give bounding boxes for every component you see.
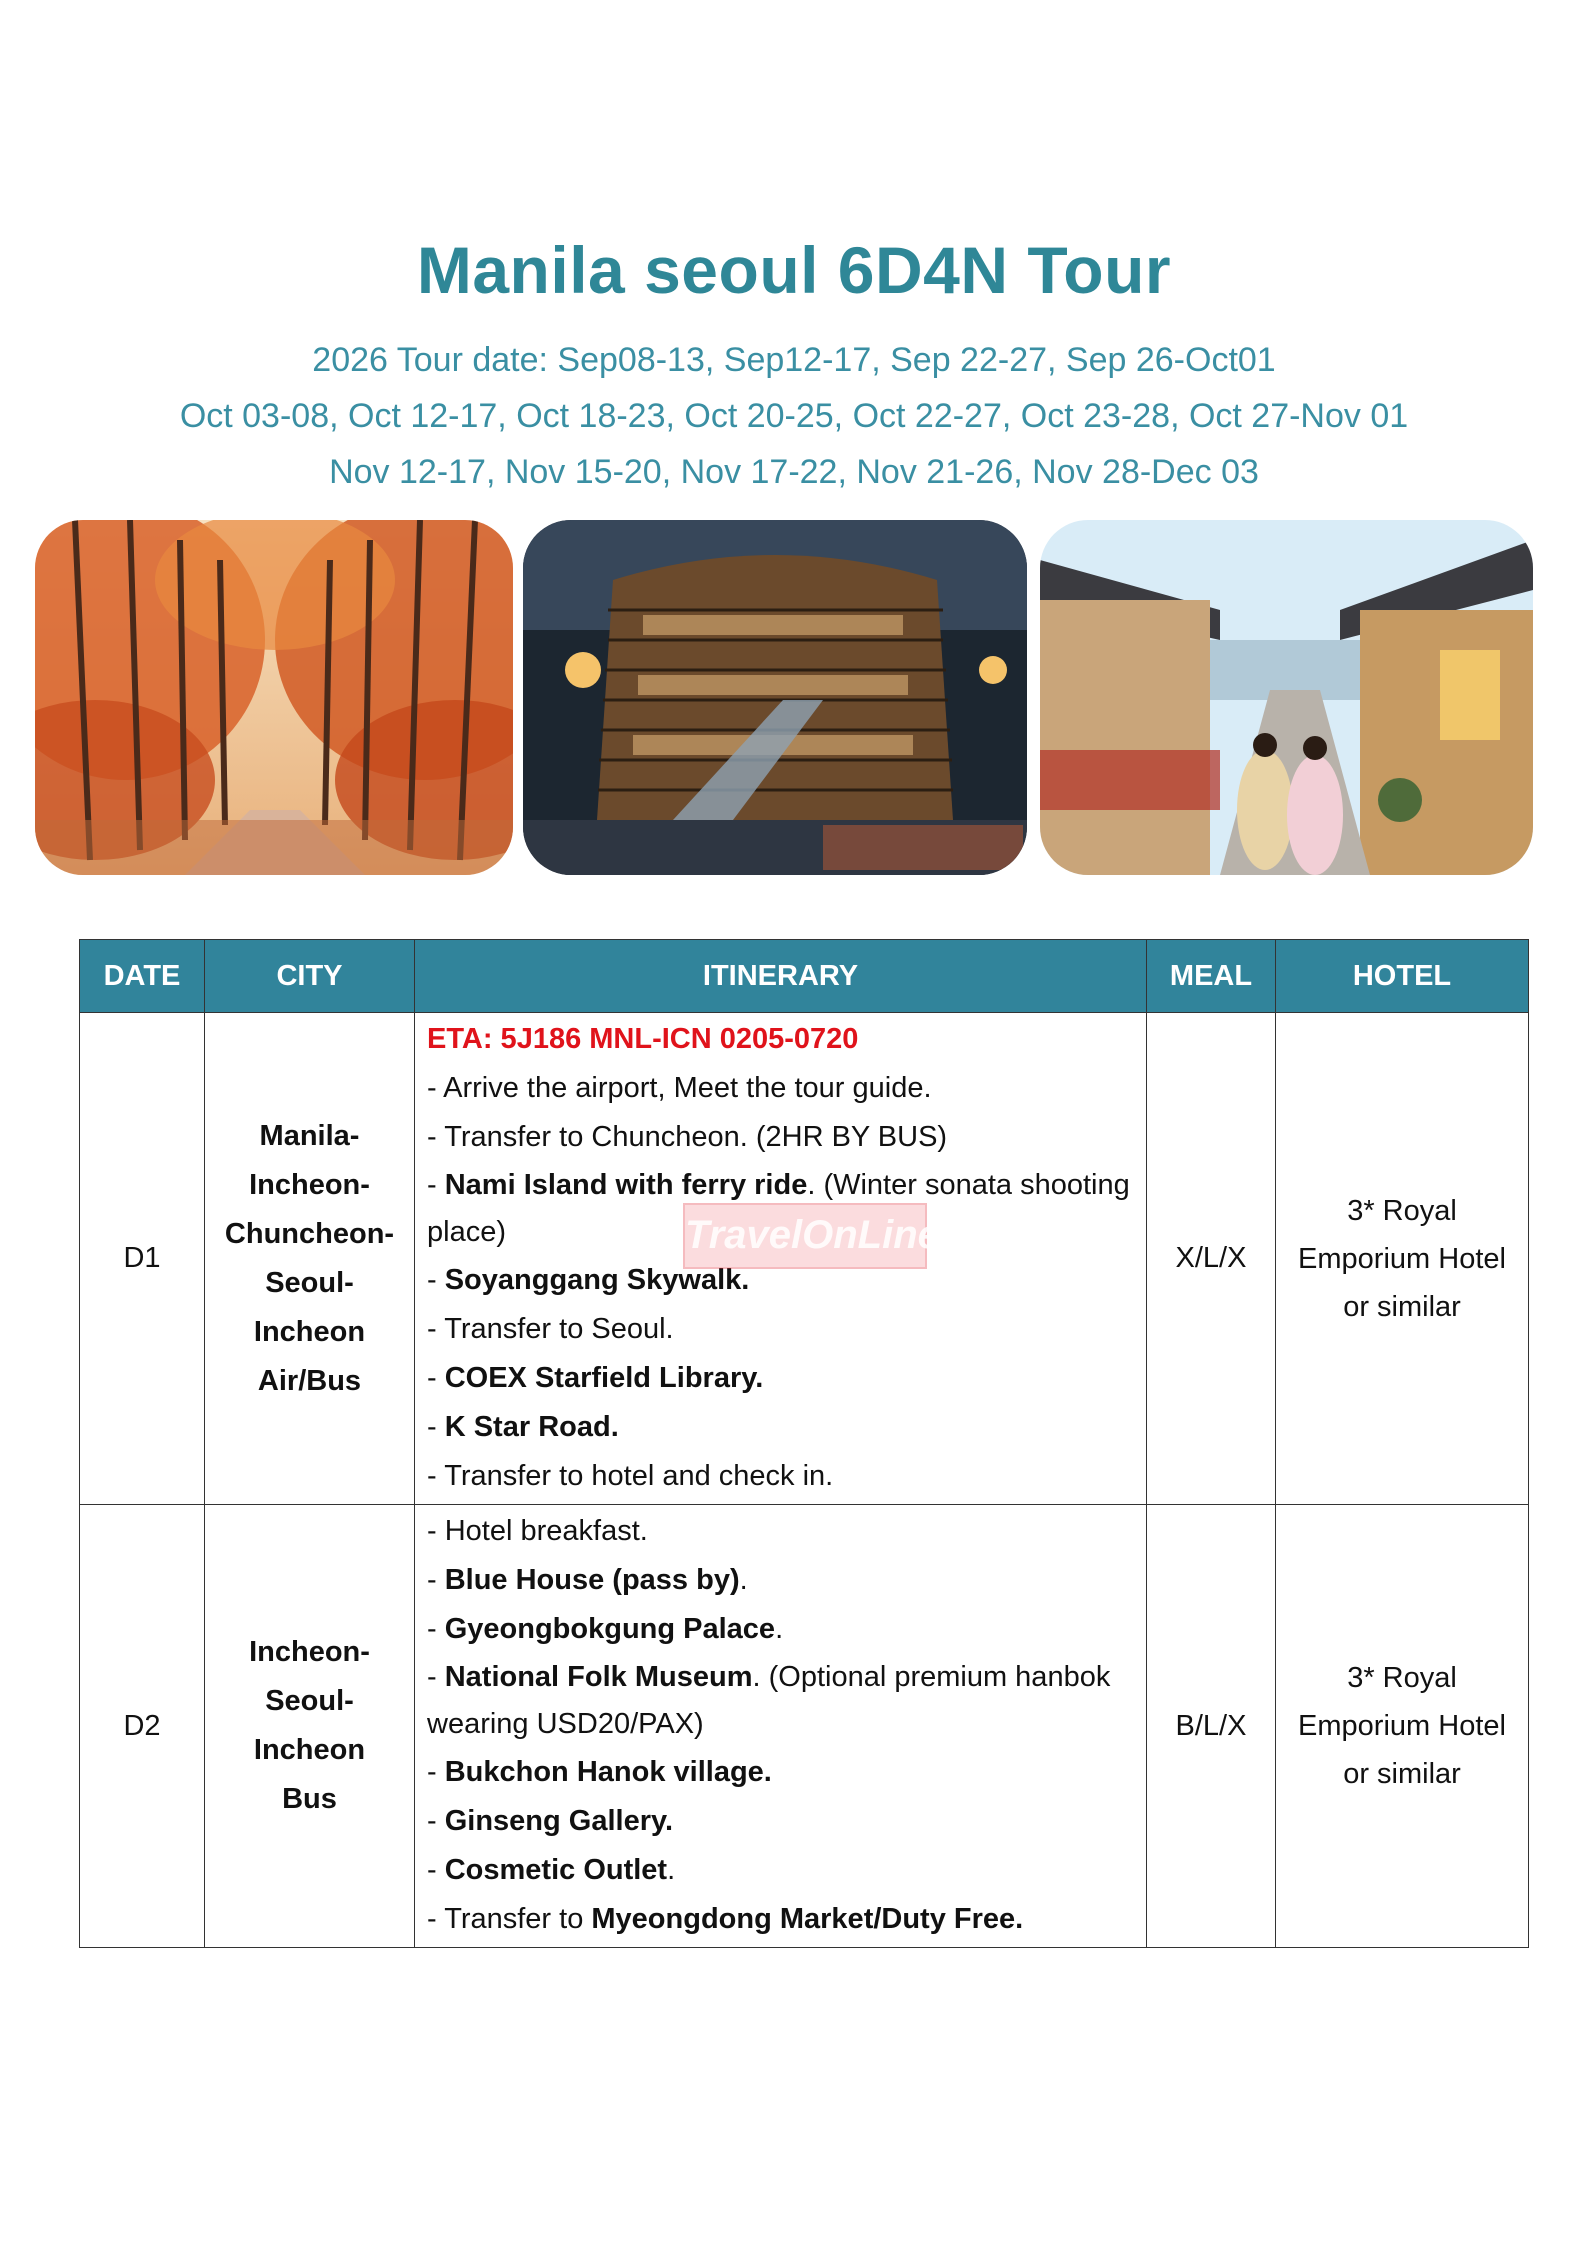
attraction-name: Ginseng Gallery.: [444, 1805, 674, 1837]
attraction-name: Soyanggang Skywalk.: [444, 1264, 750, 1296]
city-line: Incheon-: [249, 1636, 370, 1668]
meal-cell: B/L/X: [1147, 1505, 1276, 1948]
autumn-forest-photo: [35, 520, 513, 875]
city-line: Incheon: [253, 1734, 366, 1766]
city-line: Seoul-: [265, 1685, 354, 1717]
itinerary-item: [427, 1403, 1140, 1452]
itinerary-table: [79, 939, 1529, 1948]
itinerary-item: [427, 1846, 1140, 1895]
hotel-line: Emporium Hotel: [1298, 1710, 1506, 1742]
city-line: Incheon-: [249, 1168, 370, 1201]
city-line: Incheon: [253, 1315, 366, 1348]
itinerary-cell: [415, 1505, 1147, 1948]
item-prefix: -: [427, 1362, 445, 1394]
table-header-row: [80, 940, 1529, 1013]
header-city: CITY: [205, 940, 415, 1013]
itinerary-item: - Transfer to Chuncheon. (2HR BY BUS): [427, 1121, 948, 1153]
city-line: Air/Bus: [257, 1364, 362, 1397]
item-prefix: -: [427, 1805, 445, 1837]
itinerary-item: - Transfer to Seoul.: [427, 1313, 674, 1345]
hotel-line: or similar: [1343, 1758, 1461, 1790]
attraction-name: Gyeongbokgung Palace: [444, 1613, 776, 1645]
item-note: . (Optional premium hanbok wearing USD20/PAX): [427, 1661, 1111, 1740]
hotel-line: Emporium Hotel: [1298, 1242, 1506, 1275]
itinerary-item: [427, 1556, 1140, 1605]
item-prefix: -: [427, 1661, 445, 1693]
itinerary-item: [427, 1797, 1140, 1846]
library-photo: [523, 520, 1027, 875]
item-note: .: [775, 1613, 784, 1645]
itinerary-item: [427, 1895, 1140, 1944]
watermark-logo: TravelOnLine: [683, 1203, 927, 1269]
item-prefix: -: [427, 1264, 445, 1296]
attraction-name: Blue House (pass by): [444, 1564, 740, 1596]
hotel-cell: [1276, 1505, 1529, 1948]
item-note: . (Winter sonata shooting place): [427, 1169, 1130, 1248]
table-row: [80, 1505, 1529, 1948]
flight-eta: ETA: 5J186 MNL-ICN 0205-0720: [427, 1023, 859, 1055]
header-itinerary: ITINERARY: [415, 940, 1147, 1013]
itinerary-item: [427, 1354, 1140, 1403]
item-prefix: -: [427, 1756, 445, 1788]
tour-date-line: Nov 12-17, Nov 15-20, Nov 17-22, Nov 21-26, Nov 28-Dec 03: [329, 453, 1259, 491]
attraction-name: Myeongdong Market/Duty Free.: [591, 1903, 1024, 1935]
header-date: DATE: [80, 940, 205, 1013]
itinerary-item: - Hotel breakfast.: [427, 1515, 648, 1547]
city-line: Seoul-: [265, 1266, 354, 1299]
attraction-name: Cosmetic Outlet: [444, 1854, 668, 1886]
attraction-name: K Star Road.: [444, 1411, 619, 1443]
item-prefix: -: [427, 1564, 445, 1596]
hotel-line: 3* Royal: [1347, 1662, 1457, 1694]
itinerary-item: - Arrive the airport, Meet the tour guide.: [427, 1072, 932, 1104]
itinerary-item: [427, 1654, 1140, 1748]
attraction-name: Nami Island with ferry ride: [444, 1169, 808, 1201]
hotel-line: 3* Royal: [1347, 1194, 1457, 1227]
city-cell: [205, 1013, 415, 1505]
item-prefix: -: [427, 1169, 445, 1201]
hanok-village-photo: [1040, 520, 1533, 875]
item-prefix: -: [427, 1854, 445, 1886]
attraction-name: Bukchon Hanok village.: [444, 1756, 772, 1788]
header-meal: MEAL: [1147, 940, 1276, 1013]
item-prefix: -: [427, 1411, 445, 1443]
city-line: Manila-: [259, 1119, 360, 1152]
itinerary-item: - Transfer to hotel and check in.: [427, 1460, 834, 1492]
tour-date-line: 2026 Tour date: Sep08-13, Sep12-17, Sep 22-27, Sep 26-Oct01: [312, 341, 1276, 379]
day-cell: D1: [80, 1013, 205, 1505]
attraction-name: National Folk Museum: [444, 1661, 753, 1693]
tour-dates: [0, 332, 1588, 500]
attraction-name: COEX Starfield Library.: [444, 1362, 764, 1394]
header-hotel: HOTEL: [1276, 940, 1529, 1013]
item-note: .: [739, 1564, 748, 1596]
meal-cell: X/L/X: [1147, 1013, 1276, 1505]
day-cell: D2: [80, 1505, 205, 1948]
item-prefix: -: [427, 1613, 445, 1645]
hotel-line: or similar: [1343, 1290, 1461, 1323]
itinerary-item: [427, 1605, 1140, 1654]
item-note: .: [667, 1854, 676, 1886]
item-prefix: - Transfer to: [427, 1903, 592, 1935]
city-line: Chuncheon-: [224, 1217, 395, 1250]
tour-date-line: Oct 03-08, Oct 12-17, Oct 18-23, Oct 20-25, Oct 22-27, Oct 23-28, Oct 27-Nov 01: [179, 397, 1409, 435]
city-line: Bus: [282, 1783, 337, 1815]
itinerary-item: [427, 1748, 1140, 1797]
hotel-cell: [1276, 1013, 1529, 1505]
city-cell: [205, 1505, 415, 1948]
page-title: Manila seoul 6D4N Tour: [416, 233, 1172, 307]
